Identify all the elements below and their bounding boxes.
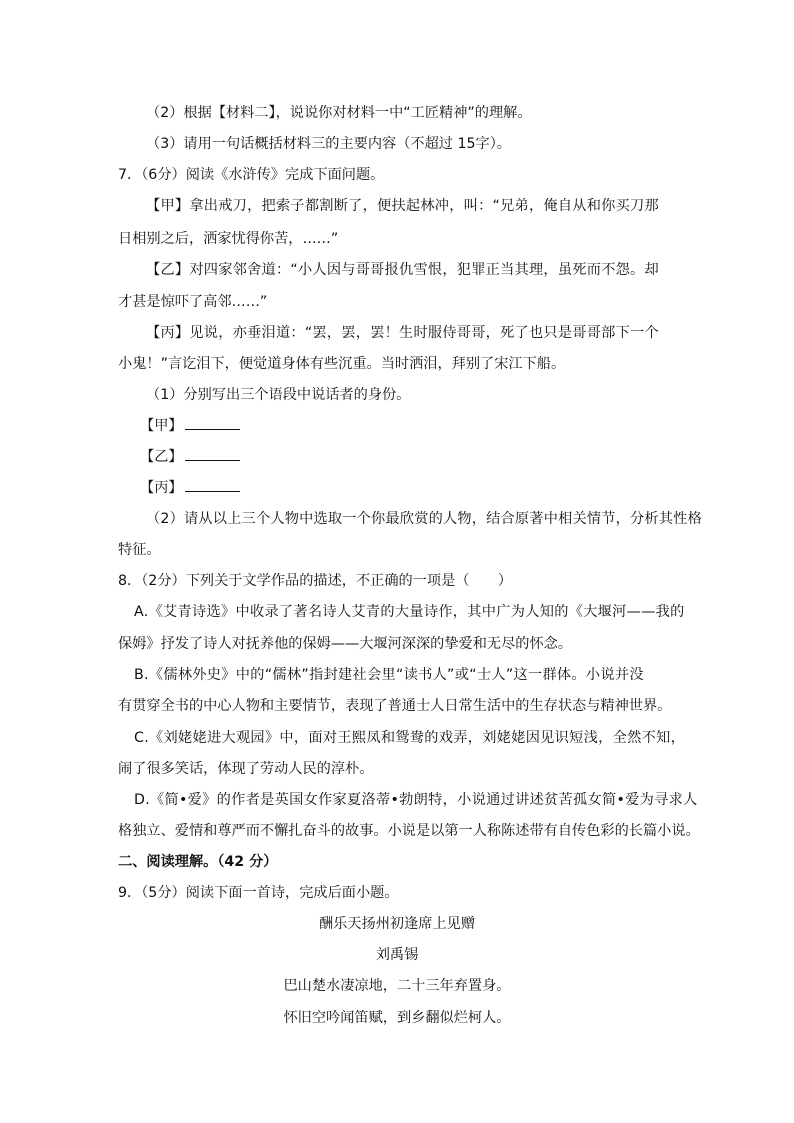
q7-yi-line1: 【乙】对四家邻舍道：“小人因与哥哥报仇雪恨，犯罪正当其理，虽死而不怨。却 (146, 262, 659, 278)
q7-sub2-line2: 特征。 (118, 542, 161, 558)
answer-blank-bing[interactable] (185, 478, 240, 492)
answer-label-yi: 【乙】 (140, 449, 183, 465)
q6-sub3: （3）请用一句话概括材料三的主要内容（不超过 15字）。 (146, 136, 511, 152)
q9-stem: 9．（5分）阅读下面一首诗，完成后面小题。 (118, 885, 399, 901)
q7-answer-yi (140, 447, 240, 467)
q8-option-a-line1: A.《艾青诗选》中收录了著名诗人艾青的大量诗作，其中广为人知的《大堰河——我的 (134, 604, 685, 620)
q7-stem: 7．（6分）阅读《水浒传》完成下面问题。 (118, 167, 385, 183)
q8-option-b-line1: B.《儒林外史》中的“儒林”指封建社会里“读书人”或“士人”这一群体。小说并没 (134, 667, 644, 683)
answer-label-bing: 【丙】 (140, 480, 183, 496)
q7-bing-line1: 【丙】见说，亦垂泪道：“罢，罢，罢！生时服侍哥哥，死了也只是哥哥部下一个 (146, 325, 659, 341)
q7-sub1: （1）分别写出三个语段中说话者的身份。 (146, 387, 411, 403)
q7-jia-line1: 【甲】拿出戒刀，把索子都割断了，便扶起林冲，叫：“兄弟，俺自从和你买刀那 (146, 198, 659, 214)
poem-title: 酬乐天扬州初逢席上见赠 (318, 916, 476, 932)
q7-answer-bing (140, 478, 240, 498)
section-heading: 二、阅读理解。（42 分） (118, 854, 278, 870)
q7-jia-line2: 日相别之后，洒家忧得你苦，……” (118, 231, 339, 247)
q8-option-d-line2: 格独立、爱情和尊严而不懈扎奋斗的故事。小说是以第一人称陈述带有自传色彩的长篇小说。 (118, 823, 700, 839)
poem-line-2: 怀旧空吟闻笛赋，到乡翻似烂柯人。 (283, 1010, 511, 1026)
q8-option-d-line1: D.《简•爱》的作者是英国女作家夏洛蒂•勃朗特，小说通过讲述贫苦孤女简•爱为寻求人 (134, 792, 698, 808)
q7-sub2-line1: （2）请从以上三个人物中选取一个你最欣赏的人物，结合原著中相关情节，分析其性格 (146, 511, 702, 527)
q6-sub2: （2）根据【材料二】，说说你对材料一中“工匠精神”的理解。 (146, 105, 532, 121)
q8-option-c-line2: 闹了很多笑话，体现了劳动人民的淳朴。 (118, 761, 374, 777)
q7-yi-line2: 才甚是惊吓了高邻……” (118, 294, 268, 310)
q8-option-c-line1: C.《刘姥姥进大观园》中，面对王熙凤和鸳鸯的戏弄，刘姥姥因见识短浅，全然不知， (134, 730, 686, 746)
q8-option-b-line2: 有贯穿全书的中心人物和主要情节，表现了普通士人日常生活中的生存状态与精神世界。 (118, 698, 672, 714)
poem-line-1: 巴山楚水凄凉地，二十三年弃置身。 (283, 978, 511, 994)
q8-option-a-line2: 保姆》抒发了诗人对抚养他的保姆——大堰河深深的挚爱和无尽的怀念。 (118, 636, 573, 652)
q7-answer-jia (140, 416, 240, 436)
poem-author: 刘禹锡 (375, 947, 419, 963)
q7-bing-line2: 小鬼！”言讫泪下，便觉道身体有些沉重。当时洒泪，拜别了宋江下船。 (118, 356, 566, 372)
answer-label-jia: 【甲】 (140, 418, 183, 434)
q8-stem: 8．（2分）下列关于文学作品的描述，不正确的一项是（ ） (118, 573, 513, 589)
answer-blank-yi[interactable] (185, 447, 240, 461)
answer-blank-jia[interactable] (185, 416, 240, 430)
